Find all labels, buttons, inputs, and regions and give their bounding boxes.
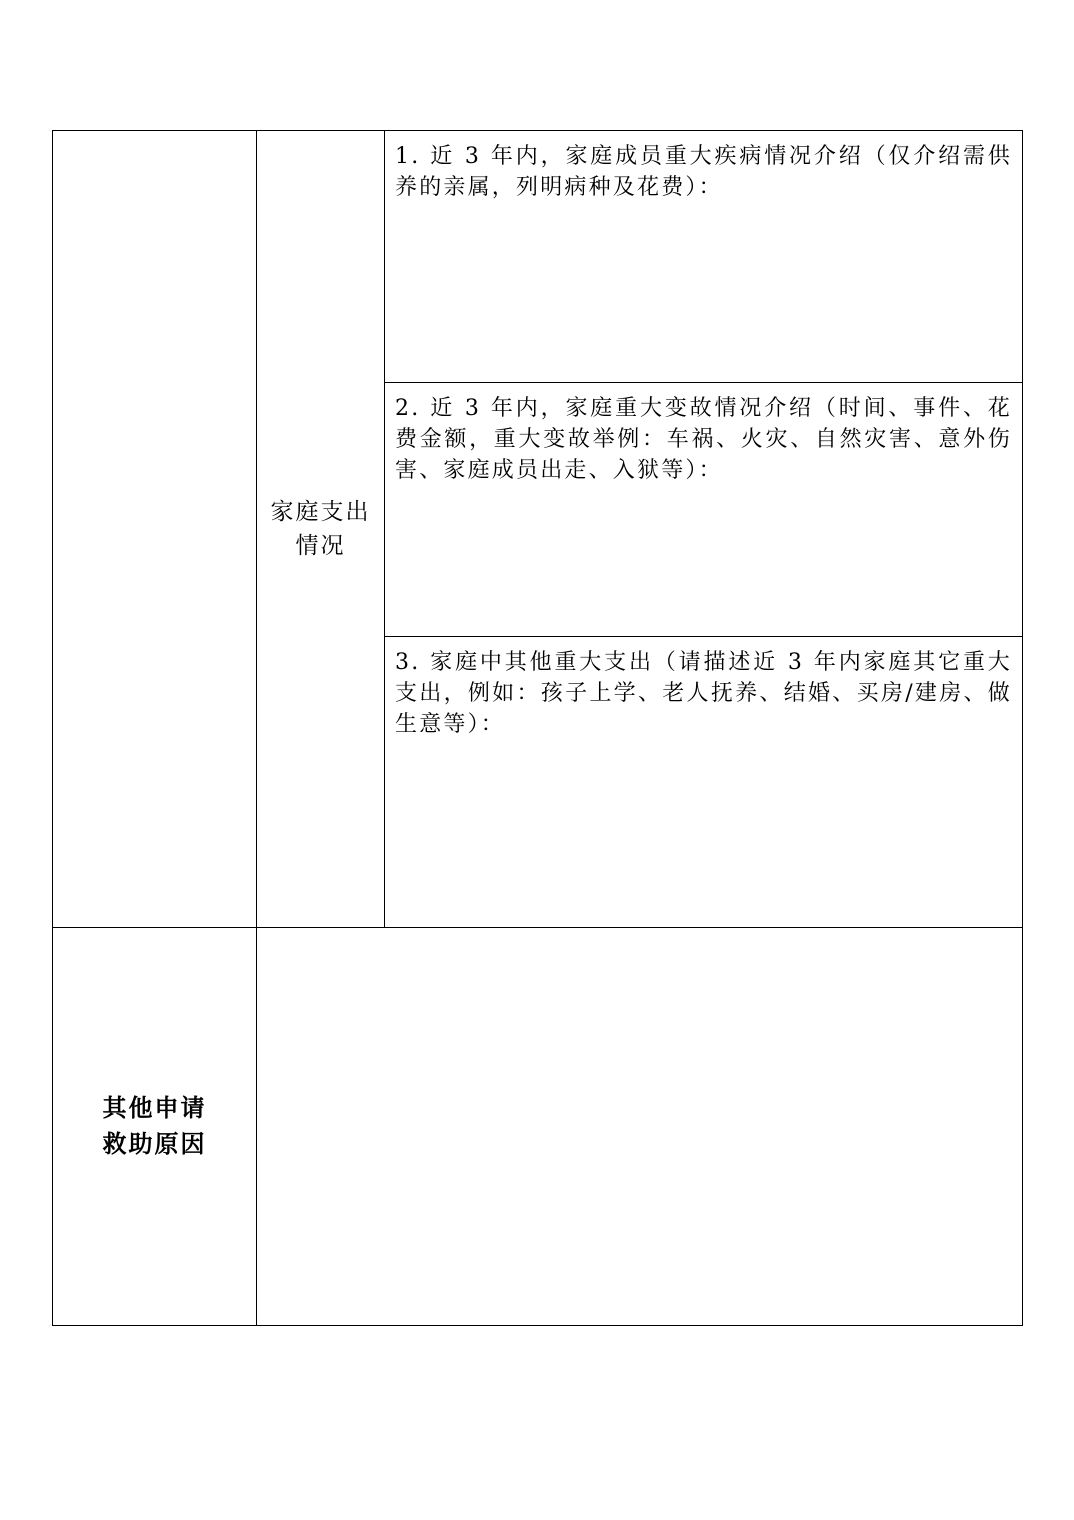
major-illness-prompt: 1. 近 3 年内，家庭成员重大疾病情况介绍（仅介绍需供养的亲属，列明病种及花费）： — [395, 144, 1012, 200]
other-reasons-label-line1: 其他申请 — [102, 1093, 207, 1123]
other-reasons-label — [53, 927, 257, 1325]
expense-label-line1: 家庭支出 — [270, 498, 371, 525]
other-expenses-field[interactable] — [385, 637, 1023, 927]
major-accident-field[interactable] — [385, 383, 1023, 637]
other-expenses-prompt: 3. 家庭中其他重大支出（请描述近 3 年内家庭其它重大支出，例如：孩子上学、老人抚养、结婚、买房/建房、做生意等）： — [395, 650, 1012, 738]
form-row-major-illness — [53, 131, 1023, 383]
major-accident-prompt: 2. 近 3 年内，家庭重大变故情况介绍（时间、事件、花费金额，重大变故举例：车祸、火灾、自然灾害、意外伤害、家庭成员出走、入狱等）： — [395, 396, 1012, 484]
application-form-table — [52, 130, 1023, 1326]
other-reasons-field[interactable] — [257, 927, 1023, 1325]
expense-section-label — [257, 131, 385, 928]
major-illness-field[interactable] — [385, 131, 1023, 383]
left-blank-cell — [53, 131, 257, 928]
expense-label-line2: 情况 — [295, 532, 346, 559]
other-reasons-label-line2: 救助原因 — [102, 1129, 207, 1159]
form-row-other-reasons — [53, 927, 1023, 1325]
